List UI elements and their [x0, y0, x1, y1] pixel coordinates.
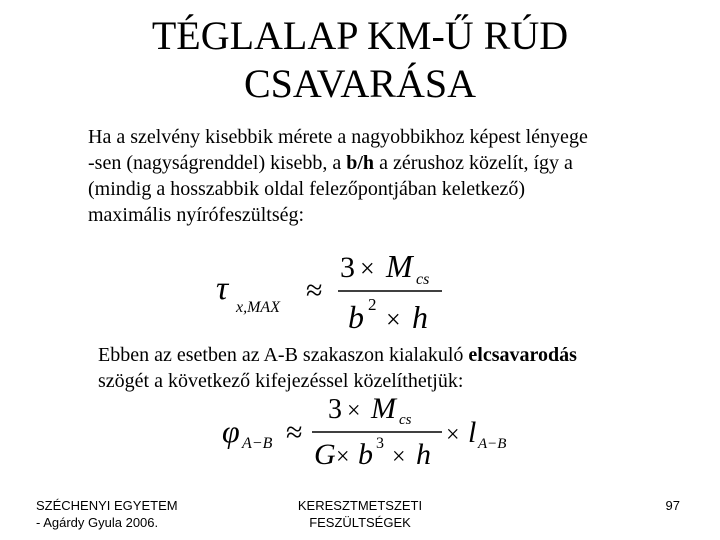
slide-title — [0, 12, 720, 108]
page-number: 97 — [665, 498, 680, 513]
twist-line-1 — [98, 342, 577, 368]
twist-line-1-a: Ebben az esetben az A-B szakaszon kialakuló — [98, 344, 469, 366]
twist-angle-formula — [216, 392, 516, 472]
intro-line-2-a: -sen (nagyságrenddel) kisebb, a — [88, 152, 347, 174]
footer-topic-line-1: KERESZTMETSZETI — [297, 498, 423, 513]
phi-subscript: A−B — [242, 435, 273, 452]
footer-institution: SZÉCHENYI EGYETEM — [36, 498, 178, 513]
denominator-exp: 2 — [368, 295, 377, 314]
tau-symbol: τ — [216, 270, 229, 307]
twist-paragraph — [98, 342, 577, 394]
numerator2-times: × — [347, 398, 361, 424]
numerator-m: M — [386, 248, 413, 284]
numerator2-m: M — [371, 392, 396, 425]
rhs-l: l — [468, 416, 477, 449]
denominator2-h: h — [416, 438, 431, 471]
twist-line-2: szögét a következő kifejezéssel közelíthetjük: — [98, 370, 464, 392]
denominator2-g: G — [314, 438, 336, 471]
footer-topic — [240, 497, 480, 531]
footer-topic-line-2: FESZÜLTSÉGEK — [309, 515, 411, 530]
ratio-b-over-h: b/h — [346, 152, 375, 174]
rhs-times: × — [446, 422, 460, 448]
phi-symbol: φ — [222, 413, 240, 449]
denominator-b: b — [348, 299, 364, 334]
footer-author — [36, 497, 178, 531]
title-line-2: CSAVARÁSA — [244, 61, 476, 106]
numerator-coef: 3 — [340, 251, 355, 284]
intro-line-2 — [88, 150, 588, 176]
denominator2-times-2: × — [392, 444, 406, 470]
title-line-1: TÉGLALAP KM-Ű RÚD — [151, 13, 569, 58]
rhs-l-sub: A−B — [478, 436, 507, 452]
numerator-times: × — [360, 254, 375, 283]
intro-line-4: maximális nyírófeszültség: — [88, 204, 305, 226]
denominator-times: × — [386, 305, 401, 334]
twist-term: elcsavarodás — [468, 344, 577, 366]
intro-paragraph — [88, 124, 588, 228]
numerator2-m-sub: cs — [399, 412, 412, 428]
approx-sign-1: ≈ — [306, 274, 323, 307]
intro-line-2-b: a zérushoz közelít, így a — [374, 152, 573, 174]
footer-author-name: - Agárdy Gyula 2006. — [36, 515, 159, 530]
tau-subscript: x,MAX — [236, 299, 280, 316]
numerator-m-sub: cs — [416, 271, 430, 288]
max-shear-stress-formula — [210, 244, 460, 334]
intro-line-1: Ha a szelvény kisebbik mérete a nagyobbikhoz képest lényege — [88, 126, 588, 148]
denominator2-times-1: × — [336, 444, 350, 470]
approx-sign-2: ≈ — [286, 416, 303, 449]
denominator2-b: b — [358, 438, 373, 471]
denominator2-exp: 3 — [376, 435, 384, 452]
denominator-h: h — [412, 299, 428, 334]
numerator2-coef: 3 — [328, 394, 342, 425]
intro-line-3: (mindig a hosszabbik oldal felezőpontjában keletkező) — [88, 178, 526, 200]
